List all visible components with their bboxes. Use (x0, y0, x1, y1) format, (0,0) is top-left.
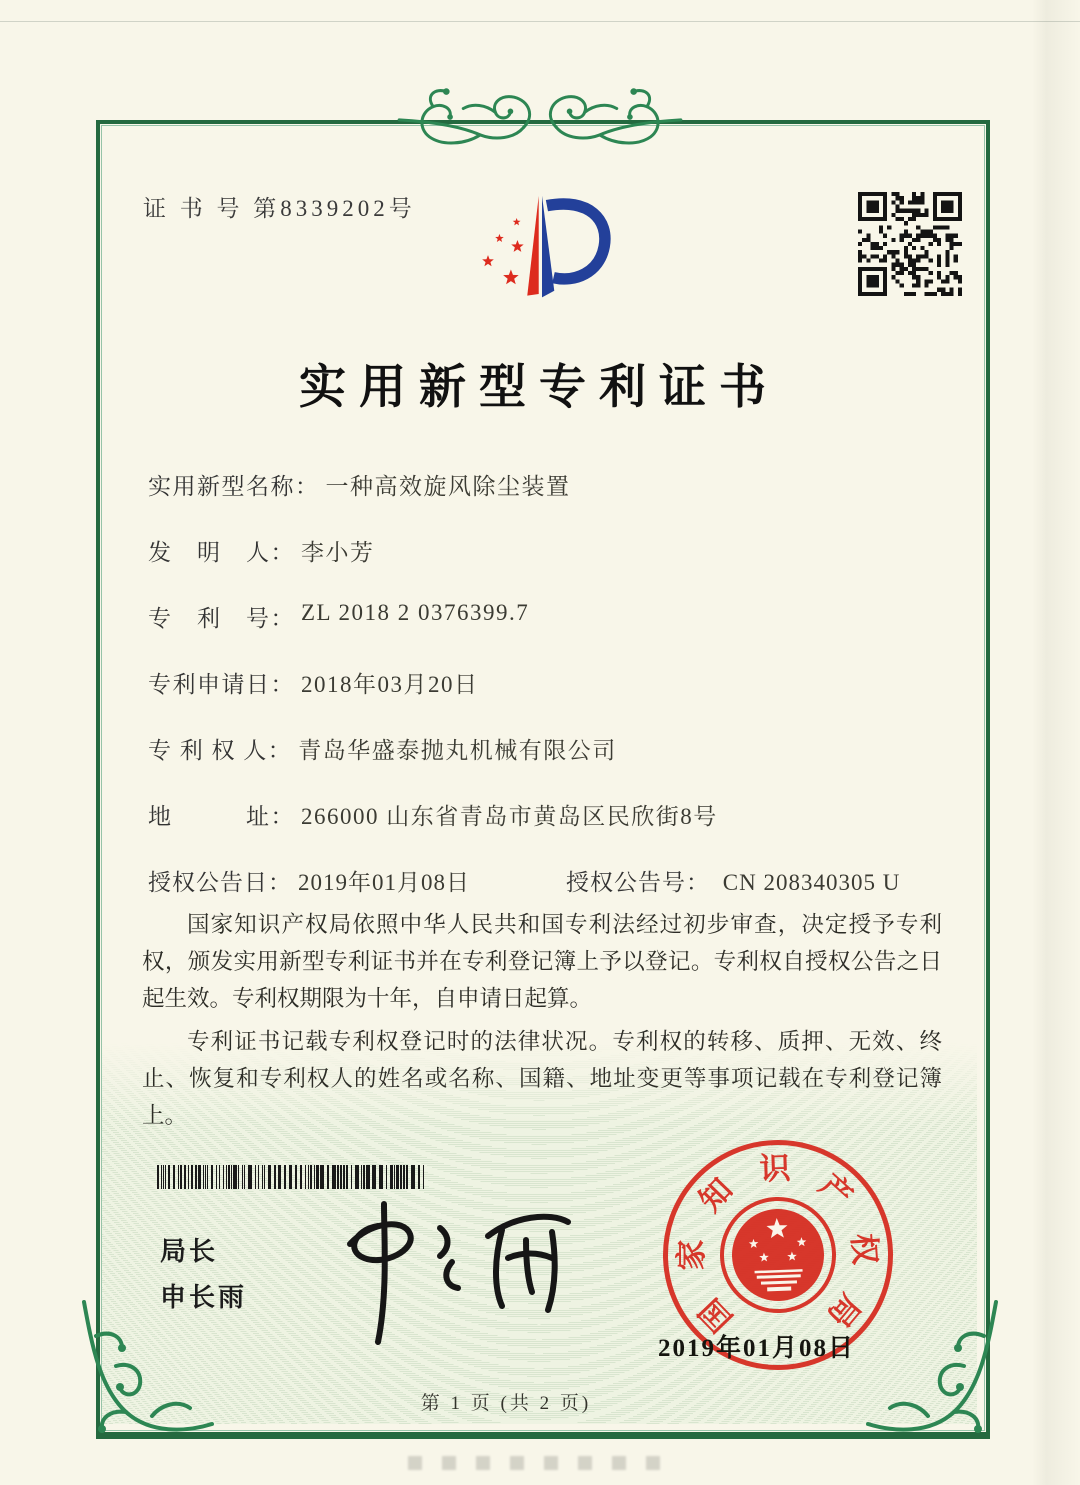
dragon-ornament-top-left (396, 84, 540, 150)
cnipa-logo-icon (452, 170, 632, 315)
seal-character: 权 (845, 1232, 883, 1266)
field-value: 2018年03月20日 (301, 672, 479, 697)
qr-code-icon (858, 192, 962, 296)
grant-number-value: CN 208340305 U (722, 870, 901, 895)
seal-character: 知 (692, 1171, 740, 1219)
signer-name: 申长雨 (160, 1282, 248, 1312)
field-label: 专 利 号： (148, 606, 295, 631)
field-row (148, 798, 958, 864)
field-row (148, 732, 958, 798)
certificate-number: 证 书 号 第8339202号 (143, 196, 416, 221)
page-number: 第 1 页 (共 2 页) (420, 1393, 592, 1414)
field-label: 实用新型名称： (148, 474, 320, 499)
signer-block (160, 1228, 247, 1320)
field-value: 青岛华盛泰抛丸机械有限公司 (298, 738, 617, 763)
seal-date: 2019年01月08日 (658, 1335, 856, 1362)
certificate-title: 实用新型专利证书 (299, 362, 779, 414)
seal-character: 家 (674, 1239, 709, 1271)
scan-artifact-line (0, 21, 1080, 22)
grant-date-label: 授权公告日： (148, 870, 292, 895)
legal-paragraphs (142, 906, 942, 1140)
handwritten-signature-icon (292, 1192, 592, 1347)
signer-title: 局长 (160, 1236, 219, 1266)
barcode-icon (157, 1165, 429, 1189)
grant-number-label: 授权公告号： (566, 870, 710, 895)
field-row (148, 600, 958, 666)
field-label: 专利申请日： (148, 672, 295, 697)
field-value: 李小芳 (301, 540, 375, 565)
seal-character: 产 (812, 1167, 860, 1215)
paragraph-grant-statement: 国家知识产权局依照中华人民共和国专利法经过初步审查，决定授予专利权，颁发实用新型专利证书并在专利登记簿上予以登记。专利权自授权公告之日起生效。专利权期限为十年，自申请日起算。 (142, 912, 942, 1011)
field-label: 发 明 人： (148, 540, 295, 565)
field-value: 266000 山东省青岛市黄岛区民欣街8号 (301, 804, 718, 829)
field-value: 一种高效旋风除尘装置 (325, 474, 571, 499)
field-list (148, 468, 958, 864)
field-row (148, 534, 958, 600)
seal-character: 局 (820, 1287, 868, 1334)
page-edge-shadow (1032, 0, 1080, 1485)
dragon-ornament-top-right (540, 84, 684, 150)
field-label: 专 利 权 人： (148, 738, 293, 763)
field-value: ZL 2018 2 0376399.7 (301, 600, 530, 625)
grant-date-value: 2019年01月08日 (298, 870, 470, 895)
field-row (148, 666, 958, 732)
paragraph-register-statement: 专利证书记载专利权登记时的法律状况。专利权的转移、质押、无效、终止、恢复和专利权人的姓名或名称、国籍、地址变更等事项记载在专利登记簿上。 (142, 1029, 942, 1128)
field-row (148, 468, 958, 534)
national-emblem-icon (712, 1189, 844, 1321)
seal-character: 国 (692, 1291, 740, 1339)
field-label: 地 址： (148, 804, 295, 829)
page2-bleedthrough (408, 1456, 668, 1470)
seal-character: 识 (758, 1150, 792, 1187)
grant-row (148, 864, 958, 897)
